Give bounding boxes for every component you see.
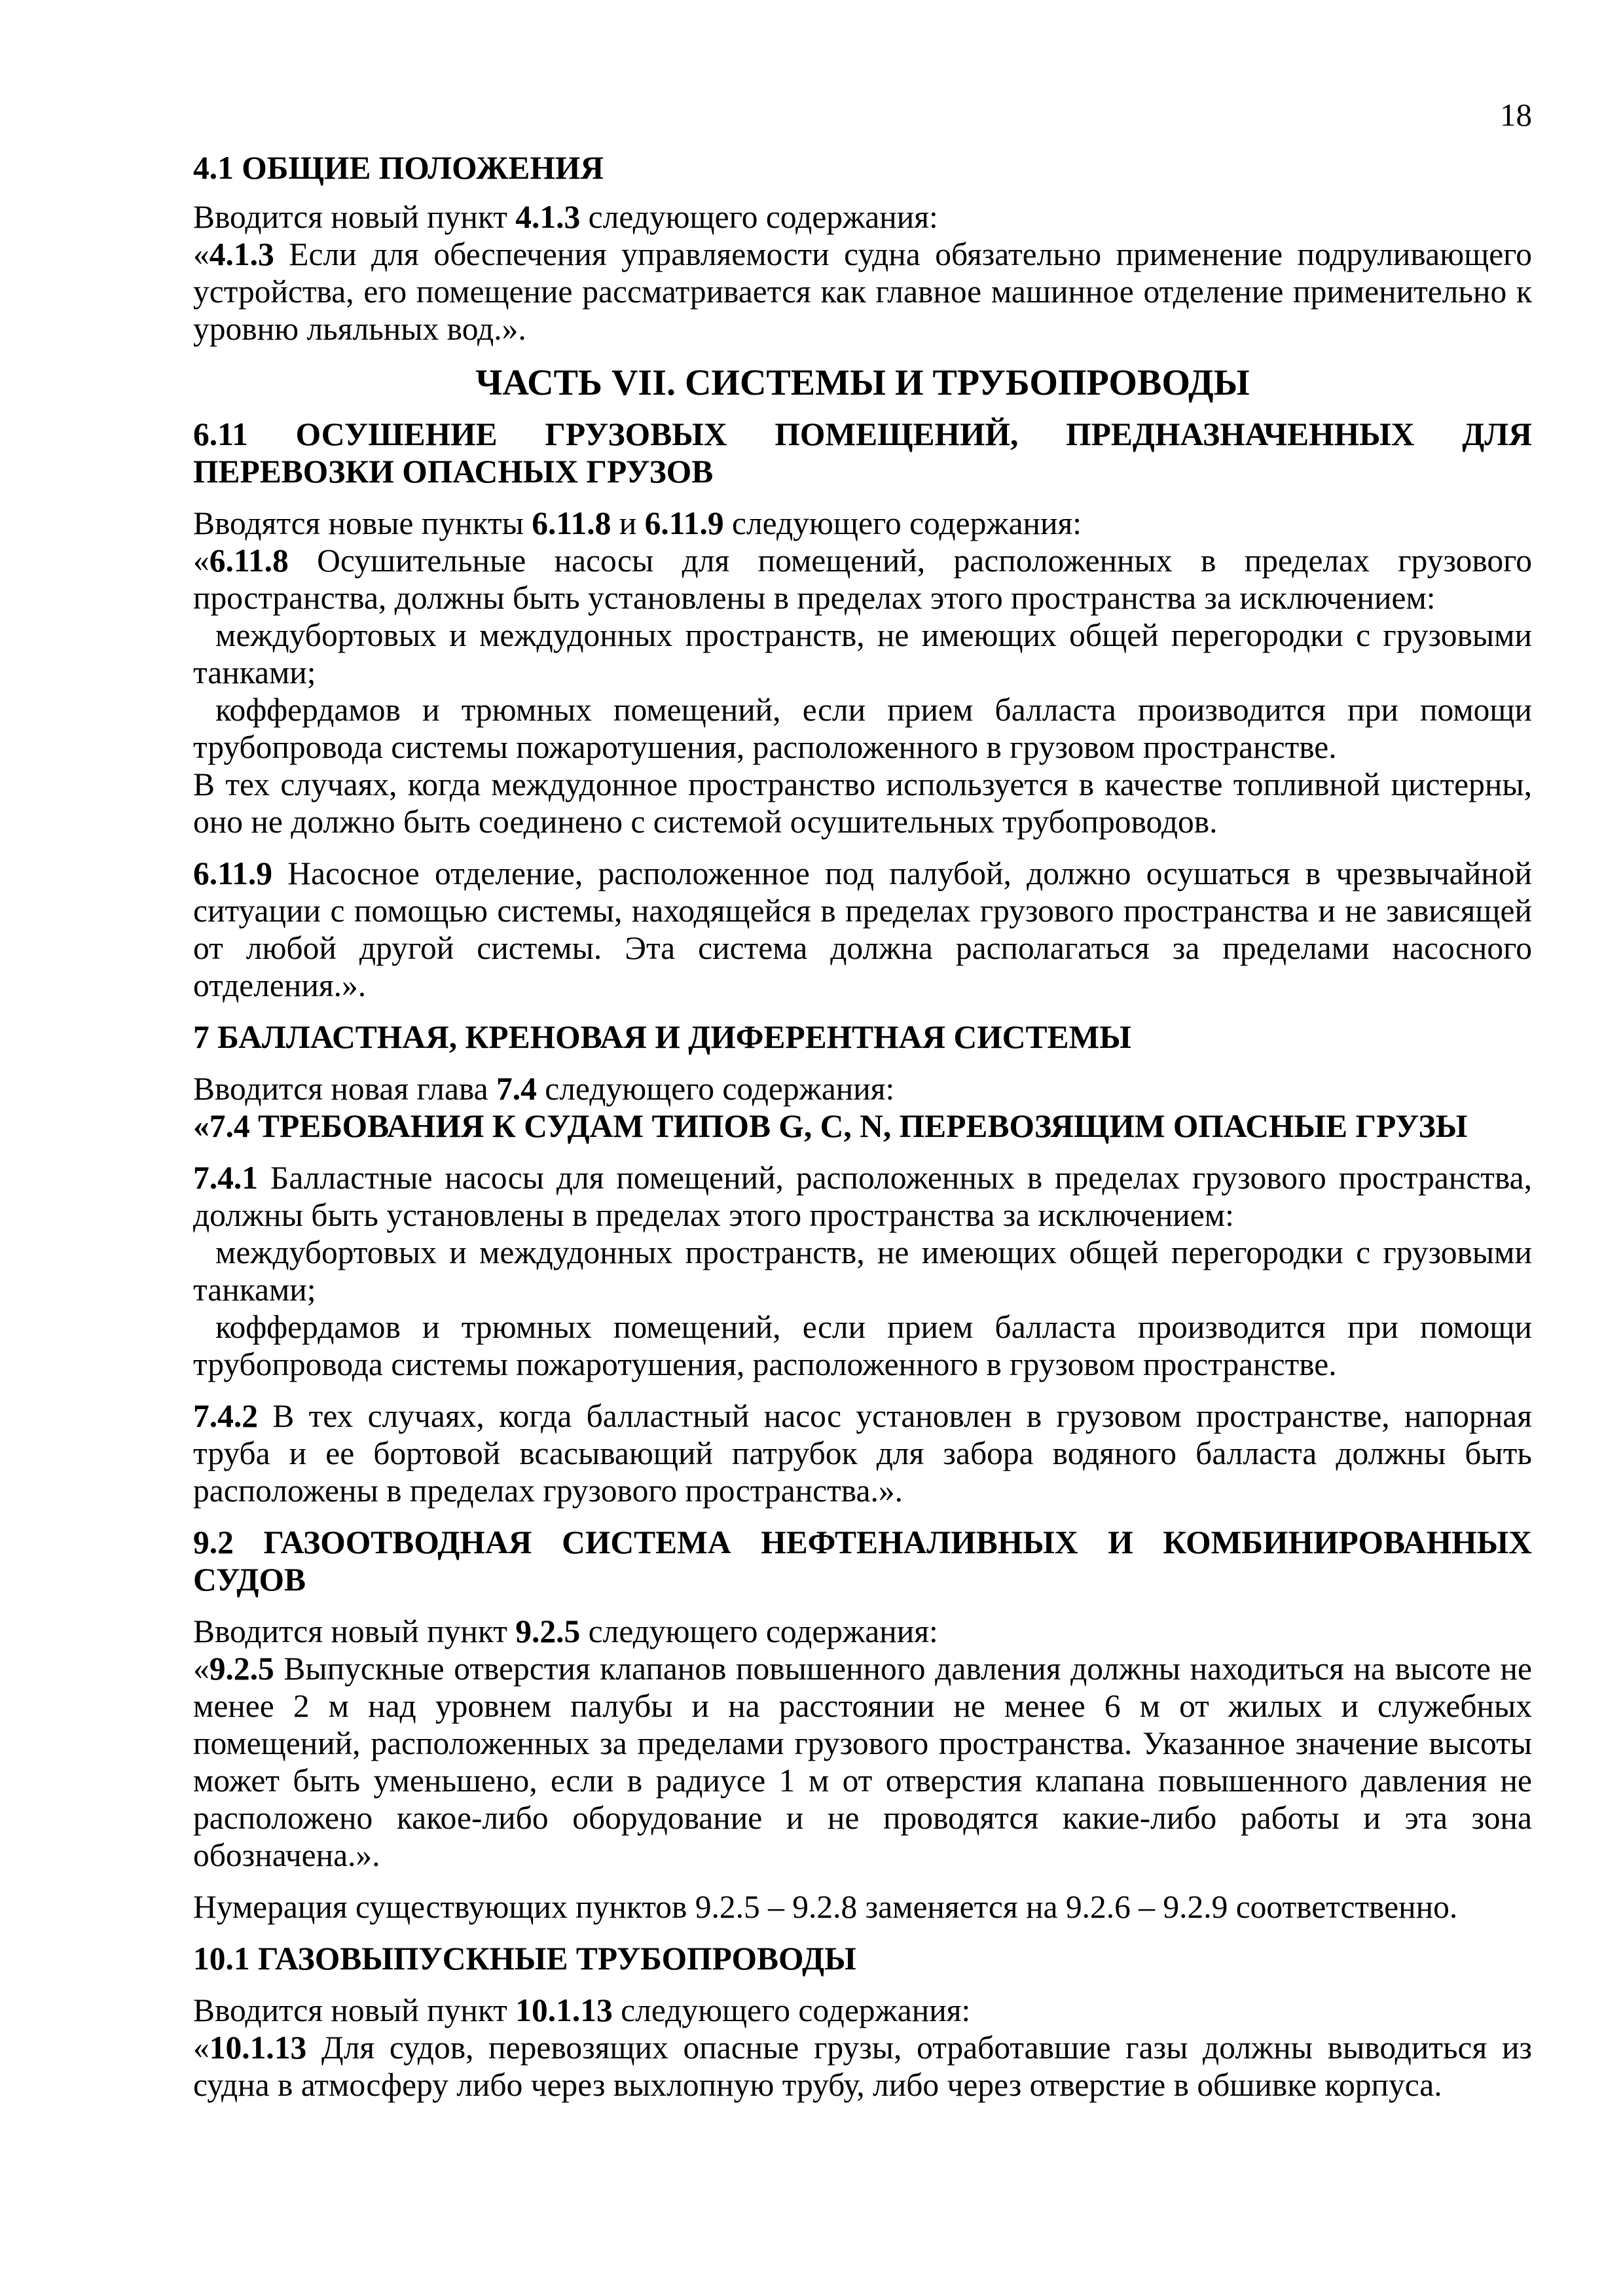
section-10-1-heading: 10.1 ГАЗОВЫПУСКНЫЕ ТРУБОПРОВОДЫ xyxy=(193,1941,856,1977)
ref-4-1-3: 4.1.3 xyxy=(515,199,581,235)
paragraph-7-4-1-item-1: междубортовых и междудонных пространств, не имеющих общей перегородки с грузовыми танками; xyxy=(193,1234,1532,1308)
paragraph-6-11-8: «6.11.8 Осушительные насосы для помещений, расположенных в пределах грузового пространства, должны быть установлены в пределах этого пространства за исключением: xyxy=(193,543,1532,616)
paragraph-6-11-8-item-1: междубортовых и междудонных пространств, не имеющих общей перегородки с грузовыми танками; xyxy=(193,617,1532,691)
section-7-4-heading: «7.4 ТРЕБОВАНИЯ К СУДАМ ТИПОВ G, C, N, ПЕРЕВОЗЯЩИМ ОПАСНЫЕ ГРУЗЫ xyxy=(193,1108,1468,1144)
paragraph-7-4-2: 7.4.2 В тех случаях, когда балластный насос установлен в грузовом пространстве, напорная труба и ее бортовой всасывающий патрубок для забора водяного балласта должны быть расположены в пределах грузового пространства.». xyxy=(193,1398,1532,1509)
section-6-11-heading: 6.11 ОСУШЕНИЕ ГРУЗОВЫХ ПОМЕЩЕНИЙ, ПРЕДНАЗНАЧЕННЫХ ДЛЯ ПЕРЕВОЗКИ ОПАСНЫХ ГРУЗОВ xyxy=(193,416,1532,490)
document-body xyxy=(193,149,1532,2104)
section-6-11-intro: Вводятся новые пункты 6.11.8 и 6.11.9 следующего содержания: xyxy=(193,505,1082,541)
section-4-1-intro: Вводится новый пункт 4.1.3 следующего содержания: xyxy=(193,199,938,235)
page-number: 18 xyxy=(1500,97,1532,133)
section-4-1-heading: 4.1 ОБЩИЕ ПОЛОЖЕНИЯ xyxy=(193,150,604,186)
section-10-1-intro: Вводится новый пункт 10.1.13 следующего содержания: xyxy=(193,1992,971,2028)
section-7-heading: 7 БАЛЛАСТНАЯ, КРЕНОВАЯ И ДИФЕРЕНТНАЯ СИСТЕМЫ xyxy=(193,1019,1131,1055)
paragraph-7-4-1-item-2: коффердамов и трюмных помещений, если прием балласта производится при помощи трубопровода системы пожаротушения, расположенного в грузовом пространстве. xyxy=(193,1309,1532,1382)
section-9-2-intro: Вводится новый пункт 9.2.5 следующего содержания: xyxy=(193,1613,938,1649)
section-9-2-heading: 9.2 ГАЗООТВОДНАЯ СИСТЕМА НЕФТЕНАЛИВНЫХ И КОМБИНИРОВАННЫХ СУДОВ xyxy=(193,1524,1532,1598)
paragraph-6-11-8-item-2: коффердамов и трюмных помещений, если прием балласта производится при помощи трубопровода системы пожаротушения, расположенного в грузовом пространстве. xyxy=(193,692,1532,765)
part-vii-title: ЧАСТЬ VII. СИСТЕМЫ И ТРУБОПРОВОДЫ xyxy=(475,363,1250,403)
paragraph-4-1-3: «4.1.3 Если для обеспечения управляемости судна обязательно применение подруливающего устройства, его помещение рассматривается как главное машинное отделение применительно к уровню льяльных вод.». xyxy=(193,236,1532,347)
paragraph-6-11-8-tail: В тех случаях, когда междудонное пространство используется в качестве топливной цистерны, оно не должно быть соединено с системой осушительных трубопроводов. xyxy=(193,766,1532,840)
paragraph-7-4-1: 7.4.1 Балластные насосы для помещений, расположенных в пределах грузового пространства, должны быть установлены в пределах этого пространства за исключением: xyxy=(193,1160,1532,1233)
paragraph-10-1-13: «10.1.13 Для судов, перевозящих опасные грузы, отработавшие газы должны выводиться из судна в атмосферу либо через выхлопную трубу, либо через отверстие в обшивке корпуса. xyxy=(193,2030,1532,2103)
section-7-intro: Вводится новая глава 7.4 следующего содержания: xyxy=(193,1071,895,1107)
paragraph-9-2-5: «9.2.5 Выпускные отверстия клапанов повышенного давления должны находиться на высоте не менее 2 м над уровнем палубы и на расстоянии не менее 6 м от жилых и служебных помещений, расположенных за пределами грузового пространства. Указанное значение высоты может быть уменьшено, если в радиусе 1 м от отверстия клапана повышенного давления не расположено какое-либо оборудование и не проводятся какие-либо работы и эта зона обозначена.». xyxy=(193,1651,1532,1873)
renumbering-note: Нумерация существующих пунктов 9.2.5 – 9.2.8 заменяется на 9.2.6 – 9.2.9 соответственно. xyxy=(193,1889,1458,1925)
paragraph-6-11-9: 6.11.9 Насосное отделение, расположенное под палубой, должно осушаться в чрезвычайной ситуации с помощью системы, находящейся в пределах грузового пространства и не зависящей от любой другой системы. Эта система должна располагаться за пределами насосного отделения.». xyxy=(193,855,1532,1003)
